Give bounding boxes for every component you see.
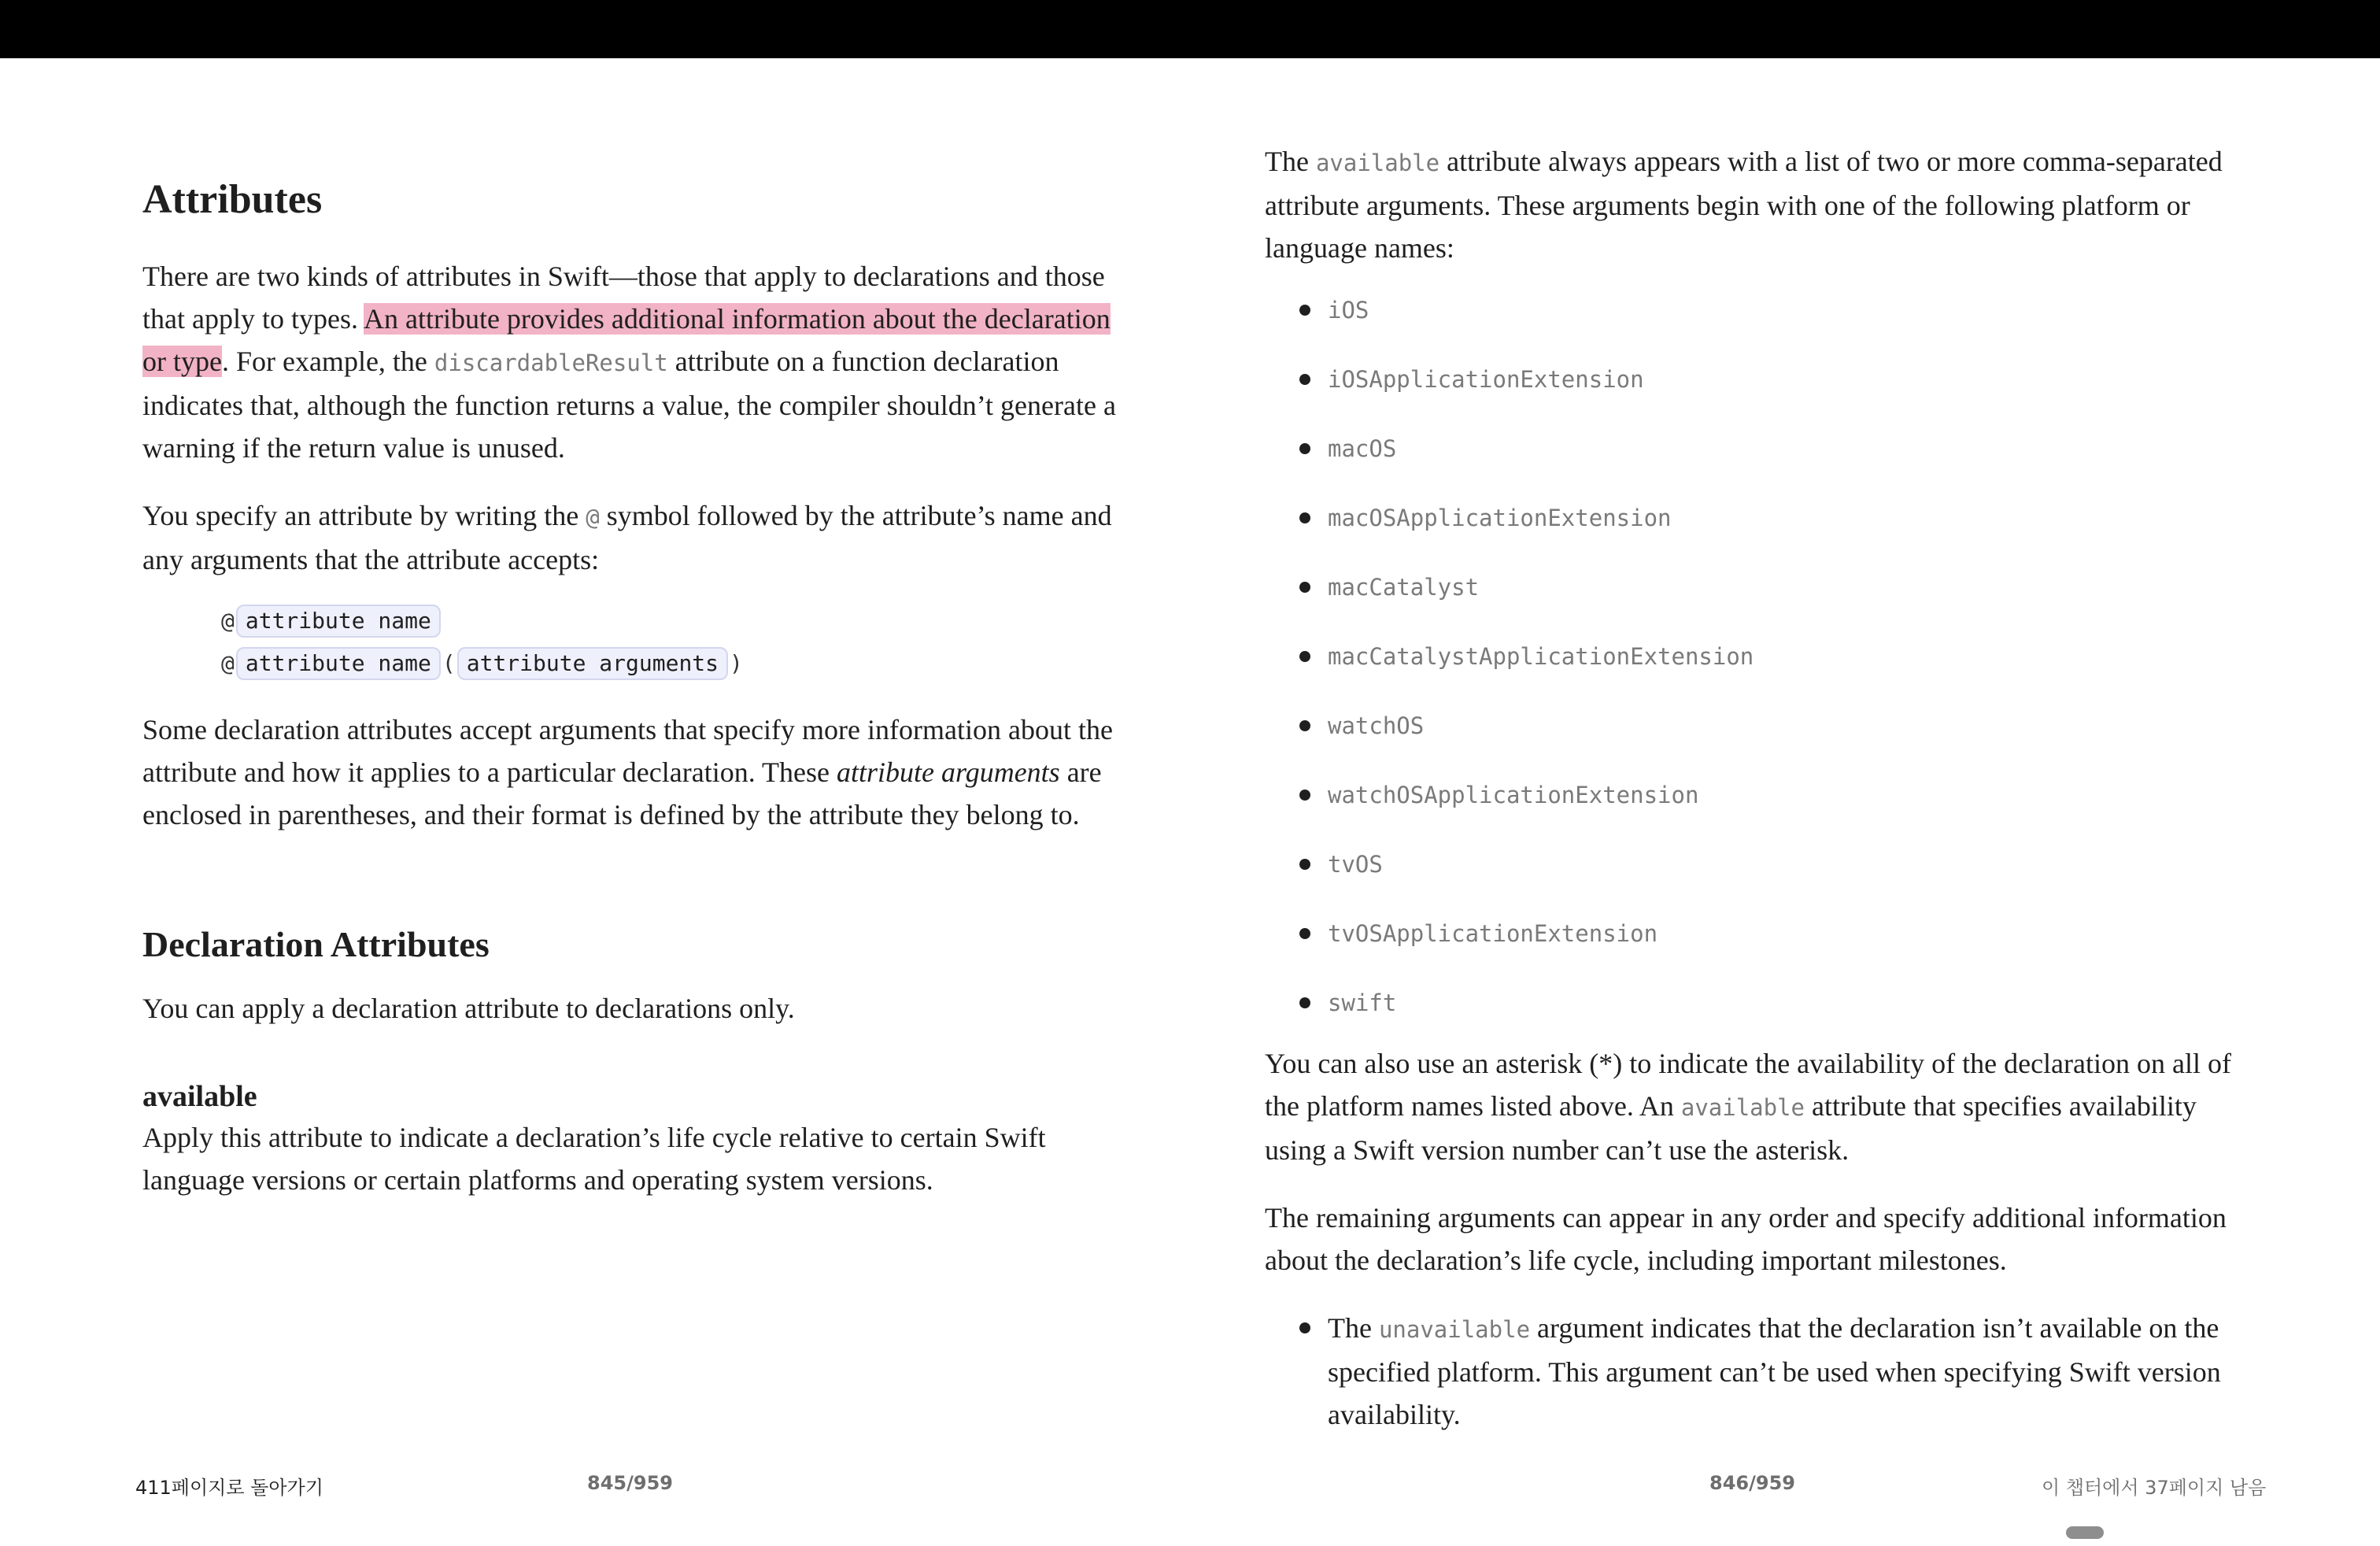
subsection-title: available	[142, 1080, 257, 1113]
bullet-icon	[1299, 1322, 1310, 1333]
chapter-title: Attributes	[142, 177, 323, 222]
grammar-block	[221, 600, 1118, 685]
bullet-icon	[1299, 305, 1310, 316]
syntax-paragraph: You specify an attribute by writing the @ symbol followed by the attribute’s name and any arguments that the attribute accepts:	[142, 500, 1112, 575]
bullet-icon	[1299, 790, 1310, 801]
asterisk-paragraph: You can also use an asterisk (*) to indicate the availability of the declaration on all of the platform names listed above. An available attribute that specifies availability using a Swift version number can’t use the asterisk.	[1265, 1048, 2231, 1166]
bullet-icon	[1299, 997, 1310, 1008]
pages-remaining: 이 챕터에서 37페이지 남음	[2042, 1477, 2267, 1499]
scroll-indicator[interactable]	[2066, 1526, 2104, 1539]
grammar-token: attribute name	[236, 605, 441, 638]
available-paragraph: Apply this attribute to indicate a declaration’s life cycle relative to certain Swift language versions or certain platforms and operating system versions.	[142, 1122, 1046, 1196]
grammar-token: attribute name	[236, 647, 441, 680]
section-title: Declaration Attributes	[142, 924, 490, 964]
list-item: The unavailable argument indicates that the declaration isn’t available on the specified platform. This argument can’t be used when specifying Swift version availability.	[1265, 1307, 2241, 1436]
list-item: macCatalystApplicationExtension	[1265, 622, 2241, 691]
bullet-icon	[1299, 928, 1310, 939]
list-item: watchOSApplicationExtension	[1265, 760, 2241, 830]
list-item: iOSApplicationExtension	[1265, 345, 2241, 414]
list-item: macOS	[1265, 414, 2241, 483]
inline-code: available	[1680, 1094, 1805, 1121]
bullet-icon	[1299, 374, 1310, 385]
argument-list	[1265, 1307, 2241, 1436]
grammar-line: @ attribute name	[221, 600, 1118, 642]
bullet-icon	[1299, 720, 1310, 731]
list-item: iOS	[1265, 276, 2241, 345]
list-item: watchOS	[1265, 691, 2241, 760]
bullet-icon	[1299, 651, 1310, 662]
grammar-line: @ attribute name ( attribute arguments )	[221, 642, 1118, 685]
list-item: macCatalyst	[1265, 553, 2241, 622]
right-page-number: 846/959	[1709, 1472, 1795, 1494]
bullet-icon	[1299, 512, 1310, 523]
bullet-icon	[1299, 443, 1310, 454]
arguments-paragraph: Some declaration attributes accept arguments that specify more information about the attribute and how it applies to a particular declaration. These attribute arguments are enclosed in parentheses, and their format is defined by the attribute they belong to.	[142, 714, 1113, 830]
left-page	[142, 58, 1118, 1201]
list-item: macOSApplicationExtension	[1265, 483, 2241, 553]
right-page	[1265, 58, 2241, 1436]
available-intro-paragraph: The available attribute always appears with a list of two or more comma-separated attribute arguments. These arguments begin with one of the following platform or language names:	[1265, 146, 2223, 264]
list-item: tvOSApplicationExtension	[1265, 899, 2241, 968]
intro-paragraph: There are two kinds of attributes in Swift—those that apply to declarations and those that apply to types. An attribute provides additional information about the declaration or type. For example, the discardableResult attribute on a function declaration indicates that, although the function returns a value, the compiler shouldn’t generate a warning if the return value is unused.	[142, 261, 1116, 464]
bullet-icon	[1299, 859, 1310, 870]
list-item: tvOS	[1265, 830, 2241, 899]
grammar-token: attribute arguments	[457, 647, 728, 680]
inline-code: @	[586, 504, 600, 531]
remaining-args-paragraph: The remaining arguments can appear in any order and specify additional information about the declaration’s life cycle, including important milestones.	[1265, 1202, 2227, 1276]
left-page-number: 845/959	[587, 1472, 673, 1494]
inline-code: discardableResult	[434, 350, 668, 376]
highlighted-text[interactable]: An attribute provides additional information about the declaration or type	[142, 303, 1111, 377]
back-link[interactable]: 411페이지로 돌아가기	[135, 1477, 323, 1499]
bullet-icon	[1299, 582, 1310, 593]
platform-list	[1265, 276, 2241, 1037]
declaration-paragraph: You can apply a declaration attribute to declarations only.	[142, 993, 795, 1024]
inline-code: unavailable	[1378, 1316, 1531, 1343]
inline-code: available	[1315, 150, 1440, 176]
top-bar	[0, 0, 2380, 58]
list-item: swift	[1265, 968, 2241, 1037]
